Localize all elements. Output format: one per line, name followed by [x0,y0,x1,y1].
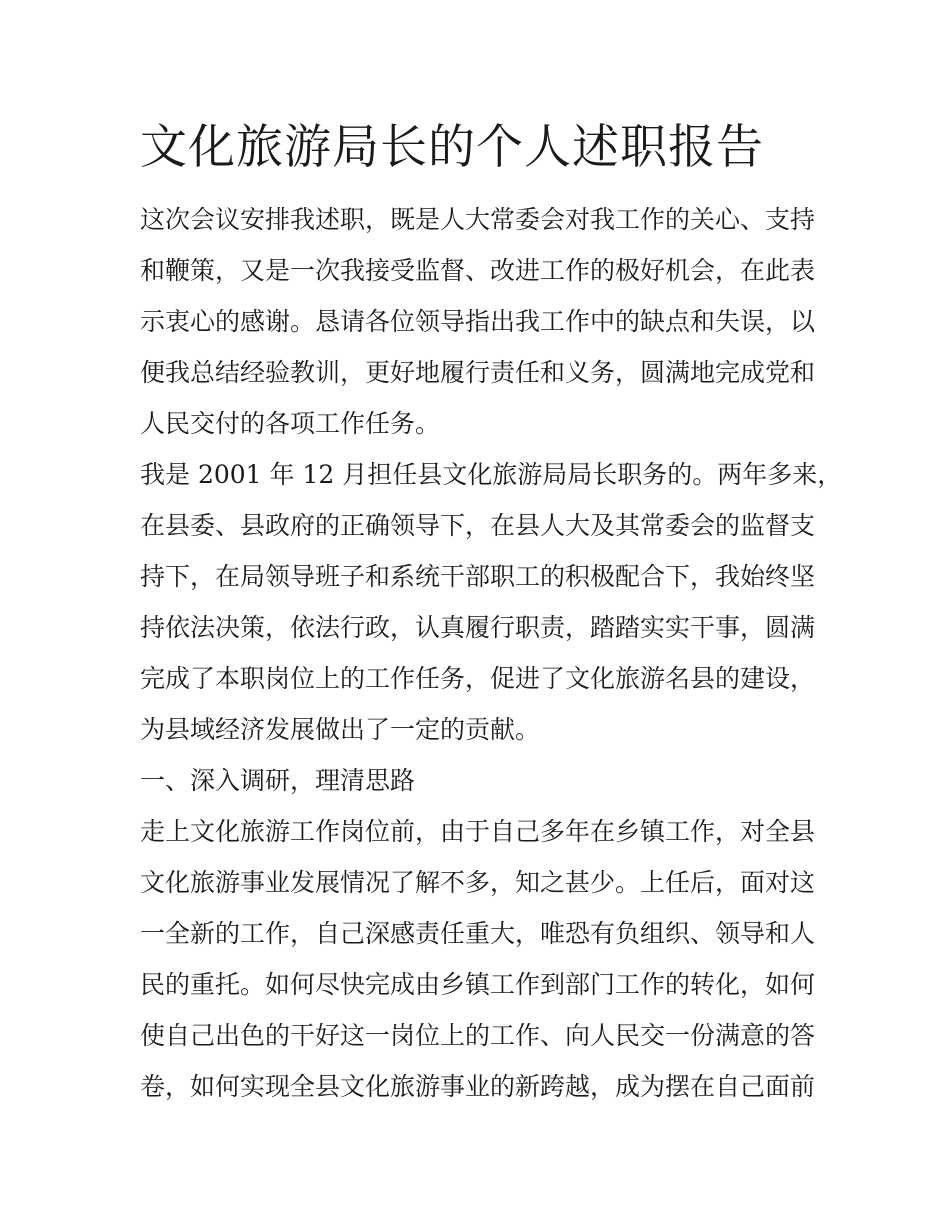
section-heading-text: 一、深入调研，理清思路 [140,766,416,795]
paragraph-1 [140,194,816,449]
text-line: 民的重托。如何尽快完成由乡镇工作到部门工作的转化，如何 [140,970,816,999]
paragraph-2 [140,449,843,755]
text-line: 持依法决策，依法行政，认真履行职责，踏踏实实干事，圆满 [140,613,816,642]
text-line: 持下，在局领导班子和系统干部职工的积极配合下，我始终坚 [140,562,816,591]
document-title: 文化旅游局长的个人述职报告 [140,120,764,175]
text-line: 完成了本职岗位上的工作任务，促进了文化旅游名县的建设， [140,664,816,693]
text-line: 文化旅游事业发展情况了解不多，知之甚少。上任后，面对这 [140,868,816,897]
text-line: 示衷心的感谢。恳请各位领导指出我工作中的缺点和失误，以 [140,307,816,336]
text-line: 为县域经济发展做出了一定的贡献。 [140,715,541,744]
text-line: 这次会议安排我述职，既是人大常委会对我工作的关心、支持 [140,205,816,234]
text-line: 便我总结经验教训，更好地履行责任和义务，圆满地完成党和 [140,358,816,387]
text-line: 一全新的工作，自己深感责任重大，唯恐有负组织、领导和人 [140,919,816,948]
paragraph-3 [140,806,816,1112]
document-body [140,112,843,1112]
text-line: 使自己出色的干好这一岗位上的工作、向人民交一份满意的答 [140,1021,816,1050]
text-line: 在县委、县政府的正确领导下，在县人大及其常委会的监督支 [140,511,816,540]
text-line: 和鞭策，又是一次我接受监督、改进工作的极好机会，在此表 [140,256,816,285]
text-line: 卷，如何实现全县文化旅游事业的新跨越，成为摆在自己面前 [140,1072,816,1101]
text-line: 走上文化旅游工作岗位前，由于自己多年在乡镇工作，对全县 [140,817,816,846]
text-line: 人民交付的各项工作任务。 [140,409,441,438]
section-heading [140,755,812,806]
text-line: 我是 2001 年 12 月担任县文化旅游局局长职务的。两年多来， [140,460,843,489]
